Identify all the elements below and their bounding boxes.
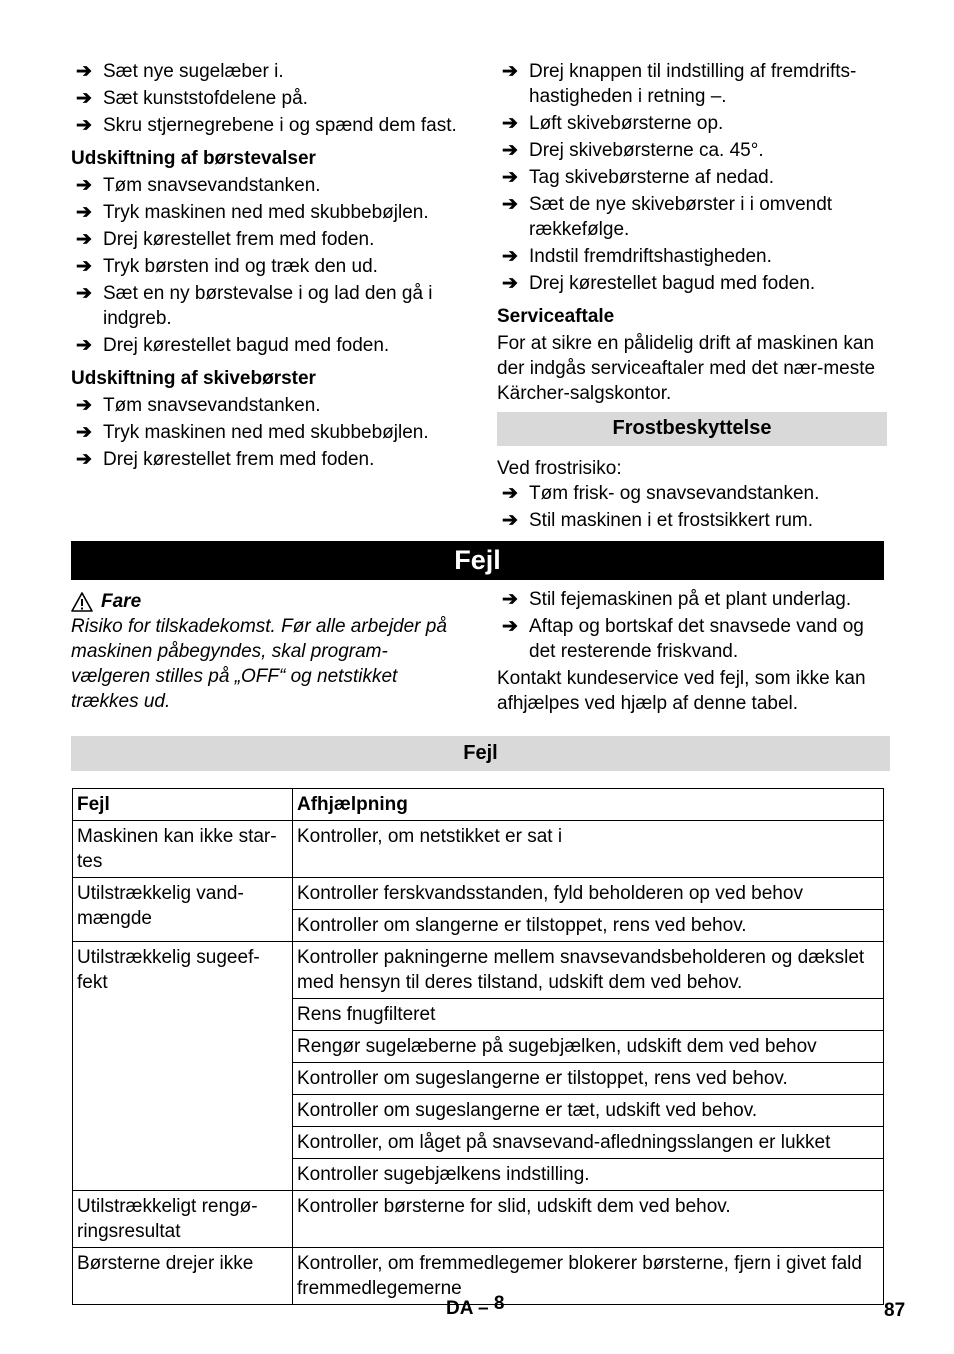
header-fejl: Fejl [73,789,293,821]
footer-lang: DA – [446,1298,489,1319]
arrow-right-icon: ➔ [76,229,92,250]
warning-text: Risiko for tilskadekomst. Før alle arbejder på maskinen påbegyndes, skal program-vælgeren stilles på „OFF“ og netstikket trækkes ud. [71,616,447,712]
list-item: ➔ Drej kørestellet bagud med foden. [502,273,816,294]
table-header-row [73,789,884,821]
list-item: ➔ Stil maskinen i et frostsikkert rum. [502,510,814,531]
arrow-right-icon: ➔ [502,589,518,610]
arrow-right-icon: ➔ [502,113,518,134]
remedy-cell: Kontroller, om låget på snavsevand-afledningsslangen er lukket [293,1127,884,1159]
fault-cell: Børsterne drejer ikke [73,1248,293,1305]
fault-table [72,788,884,1305]
remedy-cell: Rengør sugelæberne på sugebjælken, udskift dem ved behov [293,1031,884,1063]
list-item: ➔ Skru stjernegrebene i og spænd dem fast. [76,115,457,136]
arrow-right-icon: ➔ [76,202,92,223]
right-column [497,59,887,535]
warning-heading [71,589,461,614]
list-item: ➔ Sæt nye sugelæber i. [76,61,284,82]
frost-banner: Frostbeskyttelse [497,412,887,446]
list-item: ➔ Sæt kunststofdelene på. [76,88,308,109]
arrow-right-icon: ➔ [76,61,92,82]
arrow-right-icon: ➔ [502,510,518,531]
arrow-right-icon: ➔ [502,194,518,215]
list-item: ➔ Drej kørestellet frem med foden. [76,449,375,470]
heading-borstevalser: Udskiftning af børstevalser [71,148,316,169]
list-borstevalser [71,173,461,358]
list-item: ➔ Drej kørestellet bagud med foden. [76,335,390,356]
arrow-right-icon: ➔ [76,175,92,196]
fault-cell: Utilstrækkelig sugeef-fekt [73,942,293,1191]
list-item: ➔ Sæt en ny børstevalse i og lad den gå i indgreb. [76,283,433,329]
remedy-cell: Kontroller ferskvandsstanden, fyld beholderen op ved behov [293,878,884,910]
service-text: For at sikre en pålidelig drift af maskinen kan der indgås serviceaftaler med det nær-meste Kärcher-salgskontor. [497,333,876,404]
list-item: ➔ Stil fejemaskinen på et plant underlag. [502,589,852,610]
left-column [71,59,461,474]
remedy-cell: Rens fnugfilteret [293,999,884,1031]
remedy-cell: Kontroller, om fremmedlegemer blokerer børsterne, fjern i givet fald fremmedlegemerne [293,1248,884,1305]
arrow-right-icon: ➔ [502,246,518,267]
remedy-cell: Kontroller pakningerne mellem snavsevandsbeholderen og dækslet med hensyn til deres tilstand, udskift dem ved behov. [293,942,884,999]
list-item: ➔ Tøm frisk- og snavsevandstanken. [502,483,820,504]
fault-cell: Maskinen kan ikke star-tes [73,821,293,878]
list-item: ➔ Tag skivebørsterne af nedad. [502,167,775,188]
list-skiveborster [71,393,461,472]
table-row [73,1191,884,1248]
table-title: Fejl [71,736,890,771]
list-skiveborster-cont [497,59,887,296]
arrow-right-icon: ➔ [502,616,518,637]
list-item: ➔ Tøm snavsevandstanken. [76,395,321,416]
arrow-right-icon: ➔ [76,256,92,277]
arrow-right-icon: ➔ [76,115,92,136]
arrow-right-icon: ➔ [502,140,518,161]
list-item: ➔ Tryk børsten ind og træk den ud. [76,256,378,277]
header-afhjaelpning: Afhjælpning [293,789,884,821]
frost-intro: Ved frostrisiko: [497,458,622,479]
table-row [73,942,884,999]
arrow-right-icon: ➔ [502,167,518,188]
arrow-right-icon: ➔ [76,395,92,416]
table-row [73,821,884,878]
remedy-cell: Kontroller om slangerne er tilstoppet, rens ved behov. [293,910,884,942]
arrow-right-icon: ➔ [76,449,92,470]
list-reassemble [71,59,461,138]
list-fejl-prep [497,587,887,664]
heading-skiveborster: Udskiftning af skivebørster [71,368,316,389]
table-row [73,878,884,910]
arrow-right-icon: ➔ [502,483,518,504]
list-item: ➔ Drej kørestellet frem med foden. [76,229,375,250]
remedy-cell: Kontroller, om netstikket er sat i [293,821,884,878]
warning-block [71,589,461,714]
footer-local-page: 8 [493,1293,505,1314]
list-item: ➔ Tryk maskinen ned med skubbebøjlen. [76,422,429,443]
list-frost [497,481,887,533]
warning-triangle-icon [71,592,93,612]
list-item: ➔ Indstil fremdriftshastigheden. [502,246,772,267]
arrow-right-icon: ➔ [76,88,92,109]
warning-label: Fare [101,591,142,612]
list-item: ➔ Sæt de nye skivebørster i i omvendt rækkefølge. [502,194,833,240]
fault-cell: Utilstrækkelig vand-mængde [73,878,293,942]
arrow-right-icon: ➔ [76,335,92,356]
section-title-fejl: Fejl [71,541,884,580]
arrow-right-icon: ➔ [502,273,518,294]
list-item: ➔ Drej skivebørsterne ca. 45°. [502,140,764,161]
remedy-cell: Kontroller om sugeslangerne er tilstoppet, rens ved behov. [293,1063,884,1095]
list-item: ➔ Tryk maskinen ned med skubbebøjlen. [76,202,429,223]
footer-page-number: 87 [884,1300,906,1321]
footer-lang-page [446,1293,505,1321]
arrow-right-icon: ➔ [76,283,92,304]
list-item: ➔ Løft skivebørsterne op. [502,113,724,134]
fault-cell: Utilstrækkeligt rengø-ringsresultat [73,1191,293,1248]
arrow-right-icon: ➔ [502,61,518,82]
remedy-cell: Kontroller børsterne for slid, udskift dem ved behov. [293,1191,884,1248]
arrow-right-icon: ➔ [76,422,92,443]
remedy-cell: Kontroller om sugeslangerne er tæt, udskift ved behov. [293,1095,884,1127]
contact-text: Kontakt kundeservice ved fejl, som ikke kan afhjælpes ved hjælp af denne tabel. [497,668,866,714]
remedy-cell: Kontroller sugebjælkens indstilling. [293,1159,884,1191]
heading-serviceaftale: Serviceaftale [497,306,615,327]
list-item: ➔ Aftap og bortskaf det snavsede vand og det resterende friskvand. [502,616,864,662]
right-lower-block [497,587,887,716]
list-item: ➔ Drej knappen til indstilling af fremdrifts-hastigheden i retning –. [502,61,857,107]
list-item: ➔ Tøm snavsevandstanken. [76,175,321,196]
